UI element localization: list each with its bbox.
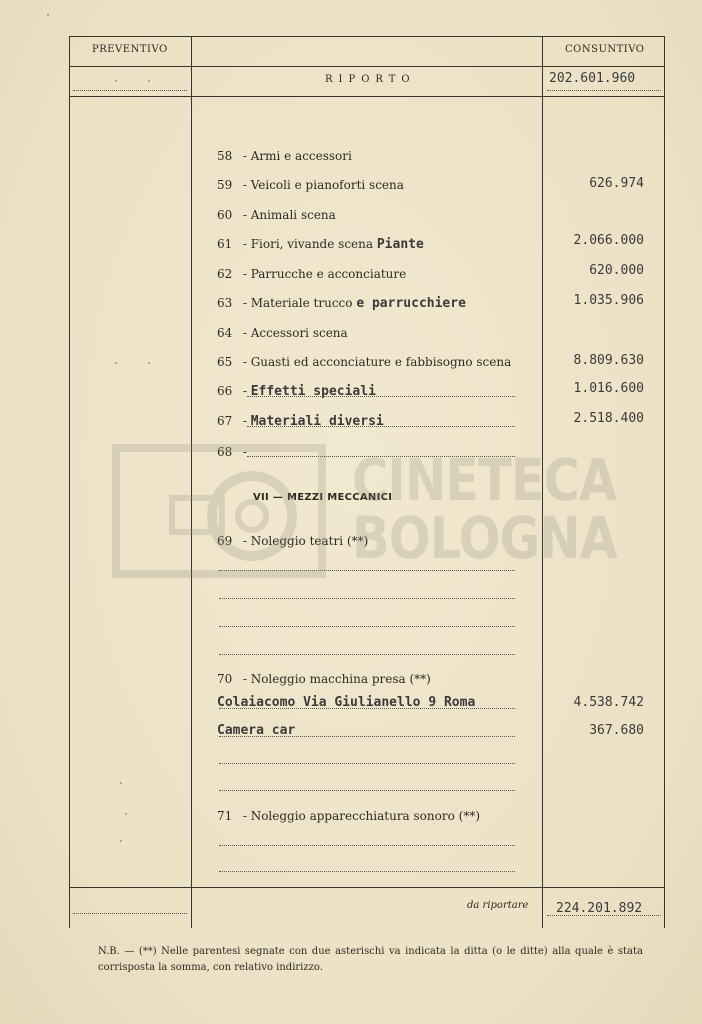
item-label: Noleggio macchina presa (**) (250, 672, 431, 686)
item-64: 64 - Accessori scena (217, 326, 348, 340)
amount-67: 2.518.400 (573, 411, 644, 426)
item-label: Noleggio apparecchiatura sonoro (**) (250, 809, 480, 823)
item-number: 65 (217, 355, 233, 369)
item-67-dots (247, 426, 515, 427)
item-70-line-2-text: Camera car (217, 723, 296, 738)
item-number: 69 (217, 534, 233, 548)
item-65: 65 - Guasti ed acconciature e fabbisogno scena (217, 355, 512, 369)
watermark-line-2: BOLOGNA (352, 504, 617, 572)
item-69-dots-2 (219, 598, 515, 599)
footer-preventivo-dots (73, 913, 187, 914)
amount-61: 2.066.000 (573, 233, 644, 248)
paper-speck (148, 80, 150, 82)
item-number: 70 (217, 672, 233, 686)
item-70-dots-3 (219, 763, 515, 764)
item-63: 63 - Materiale trucco e parrucchiere (217, 296, 466, 311)
item-70-dots-4 (219, 790, 515, 791)
item-number: 67 (217, 414, 233, 428)
paper-speck (125, 813, 127, 815)
riporto-amount: 202.601.960 (549, 71, 636, 86)
preventivo-header: PREVENTIVO (92, 44, 168, 55)
item-62: 62 - Parrucche e acconciature (217, 267, 407, 281)
item-68: 68 - (217, 445, 247, 459)
item-label: Veicoli e pianoforti scena (250, 178, 404, 192)
item-59: 59 - Veicoli e pianoforti scena (217, 178, 404, 192)
riporto-bottom-border (69, 96, 665, 97)
item-70-dots-1 (219, 708, 515, 709)
item-number: 68 (217, 445, 233, 459)
paper-speck (115, 362, 117, 364)
item-typed-text: Effetti speciali (250, 384, 376, 399)
item-67: 67 - Materiali diversi (217, 414, 384, 429)
riporto-preventivo-dots (73, 90, 187, 91)
item-label: Fiori, vivande scena (250, 237, 374, 251)
item-71: 71 - Noleggio apparecchiatura sonoro (**) (217, 809, 480, 823)
item-number: 59 (217, 178, 233, 192)
amount-63: 1.035.906 (573, 293, 644, 308)
item-number: 63 (217, 296, 233, 310)
table-top-border (69, 36, 665, 37)
paper-speck (120, 782, 122, 784)
section-vii-heading: VII — MEZZI MECCANICI (253, 492, 393, 503)
item-label: Guasti ed acconciature e fabbisogno scena (250, 355, 512, 369)
paper-speck (148, 362, 150, 364)
item-label: Animali scena (250, 208, 336, 222)
item-61: 61 - Fiori, vivande scena Piante (217, 237, 424, 252)
amount-59: 626.974 (589, 176, 644, 191)
footnote: N.B. — (**) Nelle parentesi segnate con due asterischi va indicata la ditta (o le ditte) alla quale è stata corrisposta la somma, con relativo indirizzo. (98, 946, 643, 973)
item-label: Parrucche e acconciature (250, 267, 407, 281)
item-71-dots-2 (219, 871, 515, 872)
item-number: 71 (217, 809, 233, 823)
item-70-line-2-amount: 367.680 (589, 723, 644, 738)
item-number: 66 (217, 384, 233, 398)
item-typed-text: Piante (376, 237, 424, 252)
cineteca-bologna-watermark (112, 440, 617, 590)
item-number: 58 (217, 149, 233, 163)
item-70-line-1-text: Colaiacomo Via Giulianello 9 Roma (217, 695, 476, 710)
riporto-consuntivo-dots (547, 90, 661, 91)
item-label: Armi e accessori (250, 149, 352, 163)
footer-top-border (69, 887, 665, 888)
footer-consuntivo-dots (547, 915, 661, 916)
item-69: 69 - Noleggio teatri (**) (217, 534, 369, 548)
item-60: 60 - Animali scena (217, 208, 336, 222)
item-number: 62 (217, 267, 233, 281)
paper-speck (47, 14, 49, 16)
item-70-line-1-amount: 4.538.742 (573, 695, 644, 710)
item-label: Materiale trucco (250, 296, 353, 310)
item-70-dots-2 (219, 736, 515, 737)
item-58: 58 - Armi e accessori (217, 149, 352, 163)
amount-66: 1.016.600 (573, 381, 644, 396)
paper-speck (115, 80, 117, 82)
item-69-dots-3 (219, 626, 515, 627)
item-70: 70 - Noleggio macchina presa (**) (217, 672, 431, 686)
item-69-dots-4 (219, 654, 515, 655)
film-reel-icon (112, 440, 327, 580)
item-number: 64 (217, 326, 233, 340)
item-label: Accessori scena (250, 326, 348, 340)
header-bottom-border (69, 66, 665, 67)
item-typed-text: Materiali diversi (250, 414, 384, 429)
item-typed-text: e parrucchiere (356, 296, 466, 311)
item-66-dots (247, 396, 515, 397)
item-label: Noleggio teatri (**) (250, 534, 369, 548)
left-border (69, 36, 70, 928)
item-66: 66 - Effetti speciali (217, 384, 376, 399)
watermark-line-1: CINETECA (352, 446, 617, 514)
item-number: 60 (217, 208, 233, 222)
paper-speck (120, 840, 122, 842)
amount-62: 620.000 (589, 263, 644, 278)
riporto-label: RIPORTO (325, 74, 416, 85)
right-border (664, 36, 665, 928)
item-number: 61 (217, 237, 233, 251)
amount-65: 8.809.630 (573, 353, 644, 368)
item-71-dots-1 (219, 845, 515, 846)
footer-total: 224.201.892 (556, 901, 643, 916)
da-riportare-label: da riportare (467, 900, 529, 911)
consuntivo-header: CONSUNTIVO (565, 44, 645, 55)
